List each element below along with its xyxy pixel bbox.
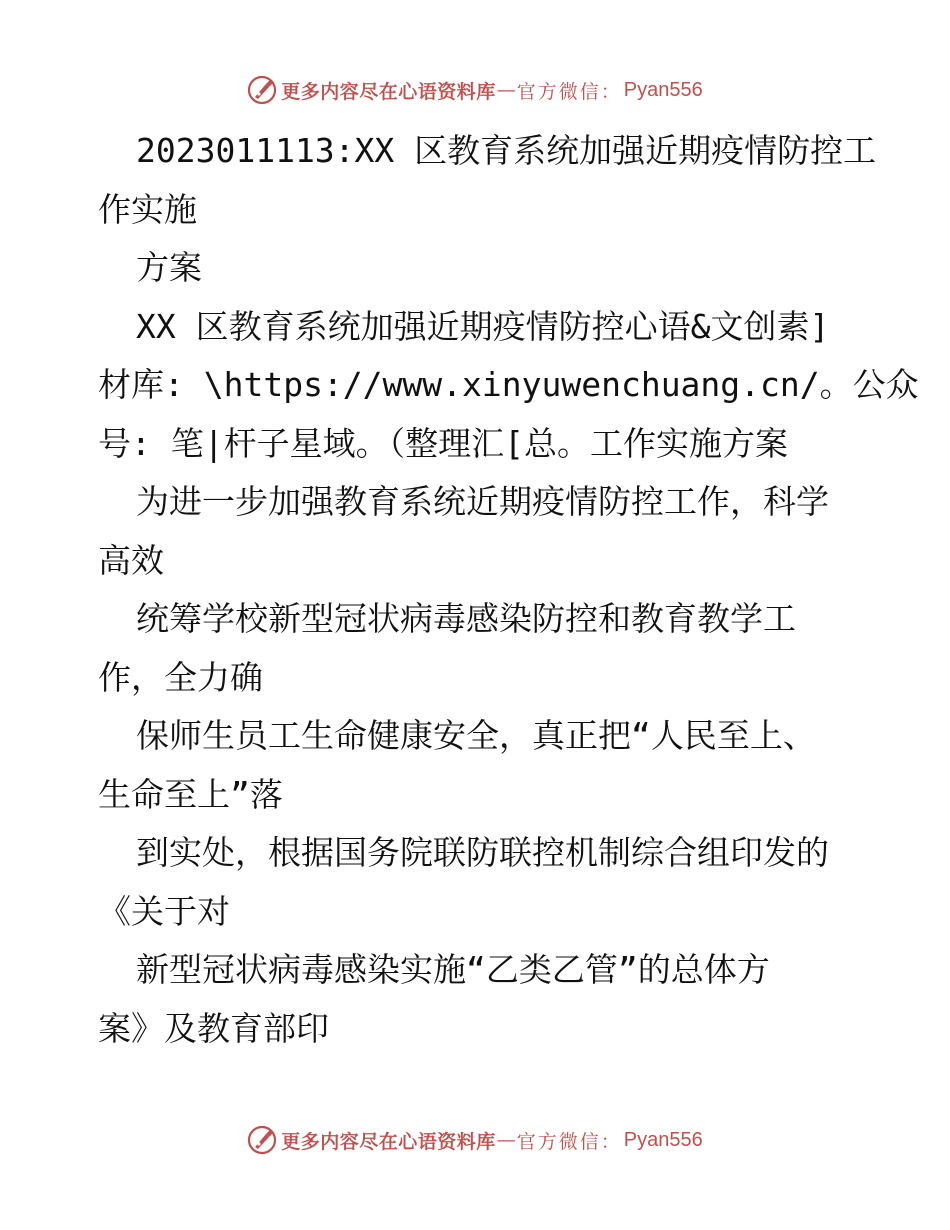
banner-colon: ： — [600, 80, 620, 103]
banner-brand-text: 更多内容尽在心语资料库 — [281, 80, 496, 103]
banner-wechat-label: 官方微信 — [516, 1130, 601, 1153]
banner-dash: — — [496, 79, 516, 101]
banner-colon: ： — [600, 1130, 620, 1153]
banner-wechat-label: 官方微信 — [516, 80, 601, 103]
text-line: 2023011113:XX 区教育系统加强近期疫情防控工 — [136, 131, 877, 170]
text-line: 为进一步加强教育系统近期疫情防控工作，科学 — [136, 482, 829, 521]
text-line: 新型冠状病毒感染实施“乙类乙管”的总体方 — [136, 950, 770, 989]
text-line: 号: 笔|杆子星域。（整理汇[总。工作实施方案 — [98, 423, 788, 463]
header-banner — [0, 70, 950, 110]
document-body — [98, 122, 919, 1058]
banner-wechat-id: Pyan556 — [623, 1128, 703, 1151]
text-line: 《关于对 — [98, 891, 230, 931]
pen-nib-logo-icon — [247, 75, 277, 105]
text-line: 作，全力确 — [98, 657, 263, 697]
pen-nib-logo-icon — [247, 1125, 277, 1155]
text-line: 方案 — [136, 248, 202, 287]
text-line: 案》及教育部印 — [98, 1008, 329, 1048]
text-line: 材库: \https://www.xinyuwenchuang.cn/。公众 — [98, 365, 919, 404]
banner-wechat-id: Pyan556 — [623, 78, 703, 101]
text-line: 统筹学校新型冠状病毒感染防控和教育教学工 — [136, 599, 796, 638]
text-line: XX 区教育系统加强近期疫情防控心语&文创素] — [136, 306, 830, 346]
text-line: 到实处，根据国务院联防联控机制综合组印发的 — [136, 833, 829, 872]
banner-dash: — — [496, 1129, 516, 1151]
text-line: 生命至上”落 — [98, 774, 283, 814]
text-line: 高效 — [98, 540, 164, 580]
text-line: 保师生员工生命健康安全，真正把“人民至上、 — [136, 716, 816, 755]
banner-brand-text: 更多内容尽在心语资料库 — [281, 1130, 496, 1153]
footer-banner — [0, 1120, 950, 1160]
text-line: 作实施 — [98, 189, 197, 229]
